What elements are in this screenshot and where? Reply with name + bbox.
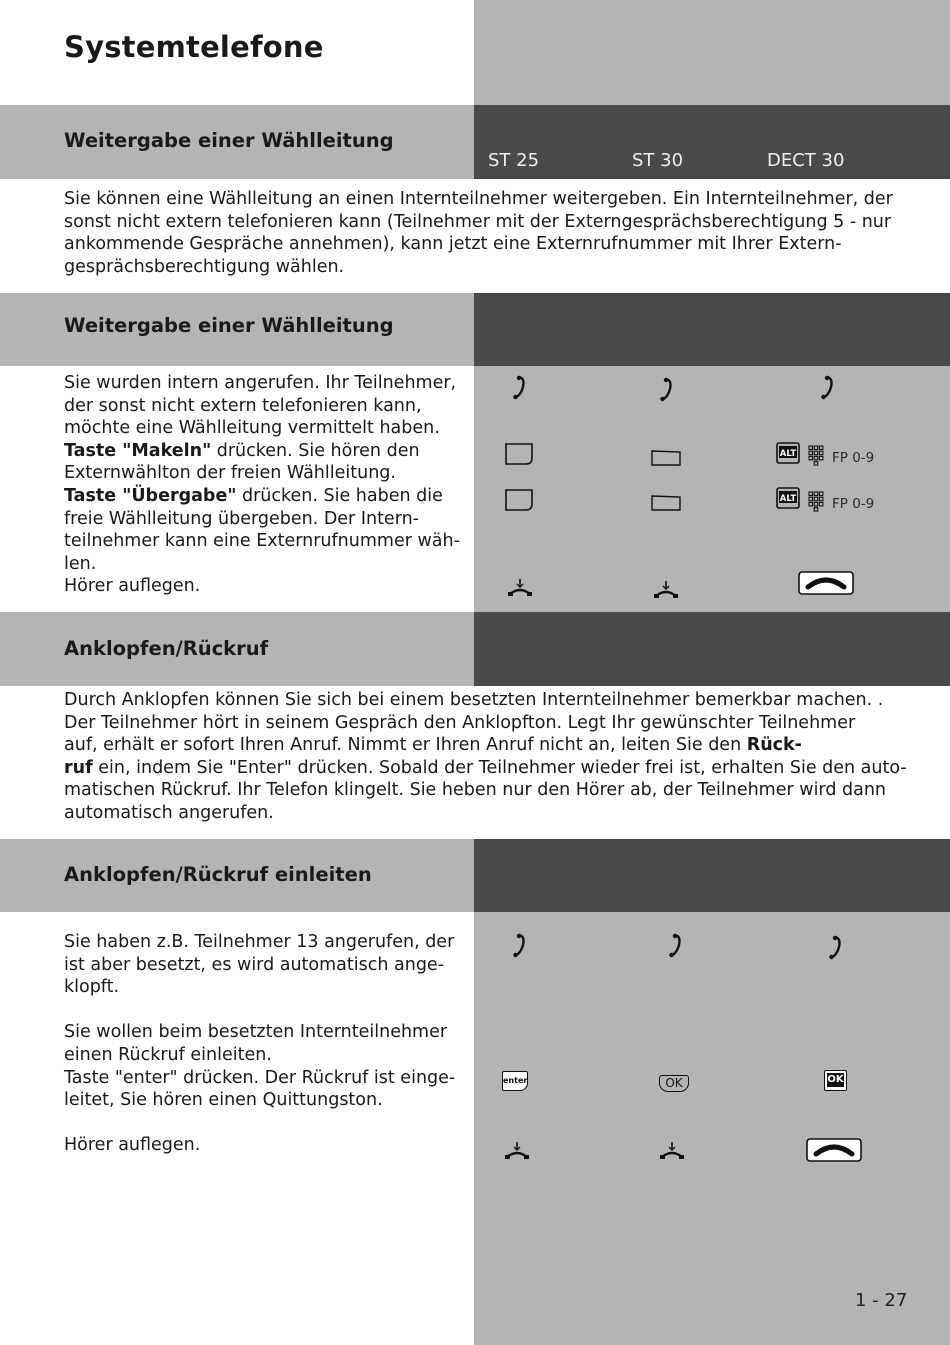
text-line: der sonst nicht extern telefonieren kann, xyxy=(64,395,422,416)
device-label-st30: ST 30 xyxy=(632,150,684,171)
instruction-text xyxy=(64,372,474,598)
text-line: len. xyxy=(64,553,97,574)
text-line: Durch Anklopfen können Sie sich bei einem besetzten Internteilnehmer bemerkbar machen. . xyxy=(64,690,884,710)
key-name: Taste "Übergabe" xyxy=(64,485,237,506)
text-line: ist aber besetzt, es wird automatisch ange- xyxy=(64,954,445,975)
section-heading: Anklopfen/Rückruf einleiten xyxy=(64,863,372,886)
enter-key-icon xyxy=(502,1071,528,1091)
function-key-icon xyxy=(650,449,682,467)
text-line: Hörer auflegen. xyxy=(64,1135,201,1156)
text-line: einen Rückruf einleiten. xyxy=(64,1044,272,1065)
text-line: möchte eine Wählleitung vermittelt haben. xyxy=(64,418,440,439)
svg-text:ALT: ALT xyxy=(779,449,797,459)
text-line: Taste "enter" drücken. Der Rückruf ist einge- xyxy=(64,1067,456,1088)
text-span: drücken. Sie haben die xyxy=(236,485,443,506)
fp-key-label: FP 0-9 xyxy=(832,450,875,466)
text-line xyxy=(64,757,934,780)
device-header-band xyxy=(474,293,950,366)
keypad-icon xyxy=(808,491,824,513)
text-line: Sie haben z.B. Teilnehmer 13 angerufen, der xyxy=(64,932,455,952)
ringing-handset-icon xyxy=(659,377,675,403)
key-name: Taste "Makeln" xyxy=(64,440,212,461)
text-line xyxy=(64,485,474,508)
device-header-band xyxy=(474,839,950,912)
text-line: Sie wollen beim besetzten Internteilnehmer xyxy=(64,1022,448,1043)
device-header-band xyxy=(474,612,950,686)
text-line: gesprächsberechtigung wählen. xyxy=(64,256,345,277)
bold-term: Rück- xyxy=(746,735,802,756)
text-line: Hörer auflegen. xyxy=(64,576,201,597)
text-line: matischen Rückruf. Ihr Telefon klingelt. Sie heben nur den Hörer ab, der Teilnehmer wird dann xyxy=(64,780,887,801)
hang-up-handset-icon xyxy=(653,580,679,600)
ok-key-icon xyxy=(659,1075,689,1092)
ringing-handset-icon xyxy=(820,375,836,401)
device-header-band xyxy=(474,105,950,179)
ringing-handset-icon xyxy=(512,375,528,401)
instruction-text xyxy=(64,931,474,1157)
enter-key-label: enter xyxy=(503,1076,528,1085)
hang-up-handset-icon xyxy=(659,1141,685,1161)
text-span: ein, indem Sie "Enter" drücken. Sobald der Teilnehmer wieder frei ist, erhalten Sie den auto- xyxy=(92,757,907,778)
hang-up-handset-icon xyxy=(507,578,533,598)
page-title: Systemtelefone xyxy=(64,30,324,64)
spacer xyxy=(64,1112,474,1135)
text-line: leitet, Sie hören einen Quittungston. xyxy=(64,1090,383,1111)
hang-up-handset-icon xyxy=(504,1141,530,1161)
text-line: freie Wählleitung übergeben. Der Intern- xyxy=(64,508,419,529)
function-key-icon xyxy=(504,442,534,466)
ringing-handset-icon xyxy=(828,935,844,961)
alt-key-icon xyxy=(776,487,800,509)
end-call-button-icon xyxy=(798,571,854,595)
ringing-handset-icon xyxy=(512,933,528,959)
text-span: auf, erhält er sofort Ihren Anruf. Nimmt er Ihren Anruf nicht an, leiten Sie den xyxy=(64,735,747,756)
text-line xyxy=(64,440,474,463)
section-heading: Weitergabe einer Wählleitung xyxy=(64,129,394,152)
section-heading: Weitergabe einer Wählleitung xyxy=(64,314,394,337)
svg-text:ALT: ALT xyxy=(779,494,797,504)
text-line: sonst nicht extern telefonieren kann (Teilnehmer mit der Externgesprächsberechtigung 5 - nur xyxy=(64,211,892,232)
text-line: teilnehmer kann eine Externrufnummer wäh- xyxy=(64,531,460,552)
text-line xyxy=(64,734,934,757)
text-line: ankommende Gespräche annehmen), kann jetzt eine Externrufnummer mit Ihrer Extern- xyxy=(64,234,842,255)
intro-paragraph xyxy=(64,188,934,278)
text-line: Sie wurden intern angerufen. Ihr Teilnehmer, xyxy=(64,373,457,393)
end-call-button-icon xyxy=(806,1138,862,1162)
ringing-handset-icon xyxy=(668,933,684,959)
section-heading: Anklopfen/Rückruf xyxy=(64,637,269,660)
spacer xyxy=(64,999,474,1022)
alt-key-icon xyxy=(776,442,800,464)
info-paragraph xyxy=(64,689,934,825)
text-line: klopft. xyxy=(64,977,120,998)
ok-key-label: OK xyxy=(827,1074,844,1085)
text-line: automatisch angerufen. xyxy=(64,802,274,823)
function-key-icon xyxy=(504,488,534,512)
text-line: Externwählton der freien Wählleitung. xyxy=(64,463,396,484)
text-line: Sie können eine Wählleitung an einen Internteilnehmer weitergeben. Ein Internteilnehmer, der xyxy=(64,189,893,209)
ok-key-icon xyxy=(824,1070,847,1091)
device-label-dect30: DECT 30 xyxy=(767,150,845,171)
function-key-icon xyxy=(650,494,682,512)
text-span: drücken. Sie hören den xyxy=(211,440,420,461)
fp-key-label: FP 0-9 xyxy=(832,496,875,512)
bold-term: ruf xyxy=(64,757,93,778)
device-label-st25: ST 25 xyxy=(488,150,540,171)
ok-key-label: OK xyxy=(665,1076,683,1090)
page-number: 1 - 27 xyxy=(855,1290,908,1311)
text-line: Der Teilnehmer hört in seinem Gespräch den Anklopfton. Legt Ihr gewünschter Teilnehmer xyxy=(64,712,856,733)
keypad-icon xyxy=(808,445,824,467)
